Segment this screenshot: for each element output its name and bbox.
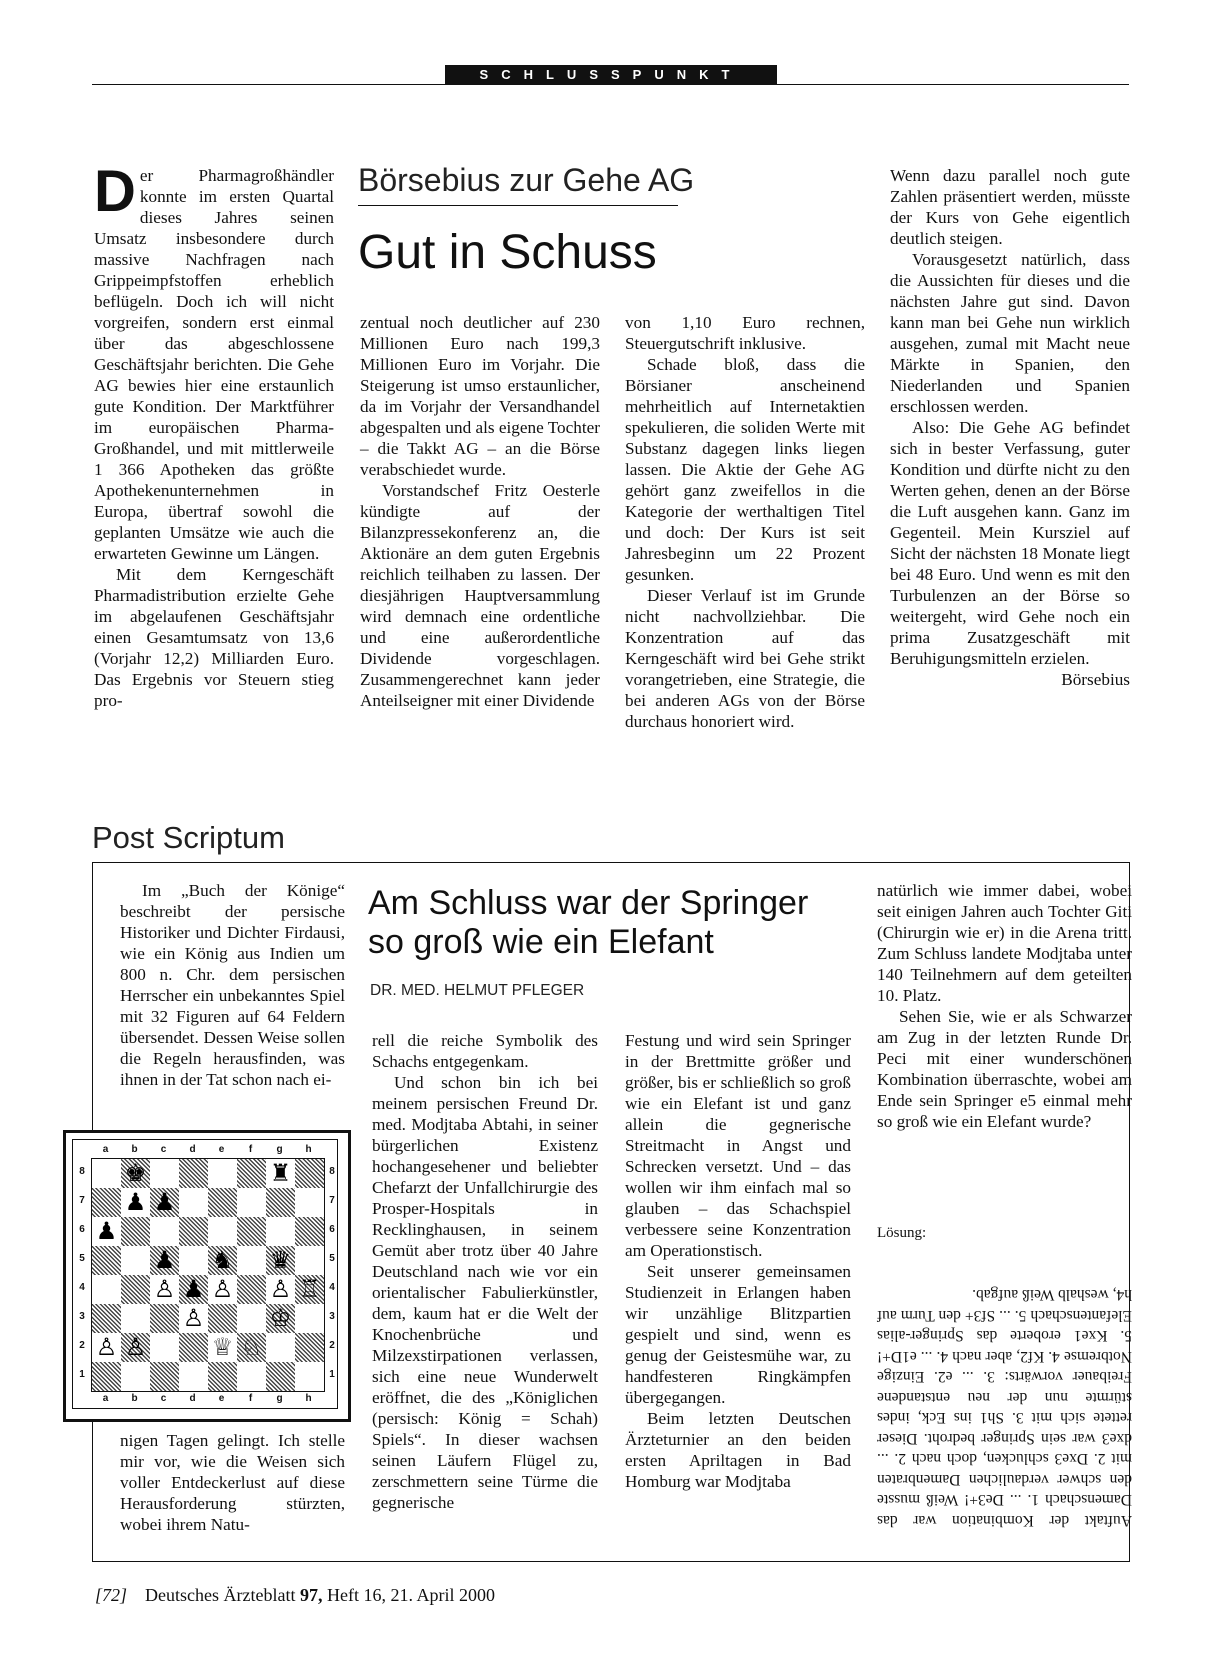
article1-col3-para2: Schade bloß, dass die Börsianer anscheinend mehrheitlich auf Internetaktien spekulieren, die soliden Werte mit Substanz dagegen links liegen lassen. Die Aktie der Gehe AG gehört ganz zweifellos in die Kategorie der werthaltigen Titel und doch: Der Kurs ist seit Jahresbeginn um 22 Prozent gesunken.: [625, 355, 865, 584]
rank-label: 1: [79, 1368, 85, 1380]
chess-piece: ♞: [211, 1246, 234, 1274]
solution-label: Lösung:: [877, 1225, 927, 1241]
board-square: [295, 1217, 324, 1246]
chess-piece: ♙: [153, 1275, 176, 1303]
file-label: a: [102, 1144, 109, 1155]
article1-column-2: [360, 312, 600, 711]
chess-piece: ♛: [269, 1246, 292, 1274]
board-square: [92, 1304, 121, 1333]
board-square: [237, 1159, 266, 1188]
rank-label: 5: [329, 1252, 335, 1264]
board-square: [295, 1188, 324, 1217]
solution-text: Auftakt der Kombination war das Damenschach 1. ... De3+! Weiß musste den schwer verdaulichen Damenbraten mit 2. Dxe3 schlucken, doch nach 2. ... dxe3 war sein Springer bedroht. Dieser rettete sich mit 3. Sh1 ins Eck, indes stürmte nun der neu entstandene Freibauer vorwärts: 3. ... e2. Einzige Notbremse 4. Kf2, aber nach 4. ... e1D+! 5. Kxe1 eroberte das Springer-alias Elefantenschach 5. ... Sf3+ den Turm auf h4, weshalb Weiß aufgab.: [877, 1286, 1132, 1529]
board-square: [121, 1217, 150, 1246]
board-square: [150, 1217, 179, 1246]
article2-col2-para1: rell die reiche Symbolik des Schachs entgegenkam.: [372, 1031, 598, 1071]
file-label: a: [102, 1393, 109, 1404]
board-square: [92, 1246, 121, 1275]
file-label: f: [248, 1393, 253, 1404]
chess-diagram: [63, 1130, 351, 1422]
rank-label: 4: [79, 1281, 85, 1293]
board-square: [237, 1275, 266, 1304]
journal-name: Deutsches Ärzteblatt: [145, 1585, 296, 1605]
rank-label: 7: [79, 1194, 85, 1206]
rank-label: 7: [329, 1194, 335, 1206]
article2-title-line2: so groß wie ein Elefant: [368, 923, 714, 961]
article1-col1-para2: Mit dem Kerngeschäft Pharmadistribution erzielte Gehe im abgelaufenen Geschäftsjahr einen Gesamtumsatz von 13,6 (Vorjahr 12,2) Milliarden Euro. Das Ergebnis vor Steuern stieg pro-: [94, 565, 334, 710]
article2-col3-para1: Festung und wird sein Springer in der Brettmitte größer und größer, bis er schließlich so groß wie ein Elefant ist und ganz allein die gegnerische Streitmacht in Angst und Schrecken versetzt. Und – das wollen wir ihm einfach mal so glauben – das Schachspiel verbessere seine Konzentration am Operationstisch.: [625, 1031, 851, 1260]
chess-piece: ♟: [124, 1188, 147, 1216]
article2-col4-para2: Sehen Sie, wie er als Schwarzer am Zug in der letzten Runde Dr. Peci mit einer wunderschönen Kombination überraschte, wobei am Ende sein Springer e5 einmal mehr so groß wie ein Elefant wurde?: [877, 1007, 1132, 1131]
article2-column-1-top: Im „Buch der Könige“ beschreibt der persische Historiker und Dichter Firdausi, wie ein König aus Indien um 800 n. Chr. dem persischen Herrscher ein unbekanntes Spiel mit 32 Figuren auf 64 Feldern übersendet. Dessen Weise sollen die Regeln herausfinden, was ihnen in der Tat schon nach ei-: [120, 881, 345, 1089]
chess-piece: ♙: [211, 1275, 234, 1303]
board-square: [295, 1159, 324, 1188]
chess-piece: ♙: [182, 1304, 205, 1332]
board-square: [295, 1362, 324, 1391]
article1-column-3: [625, 312, 865, 732]
file-label: f: [248, 1144, 253, 1155]
rank-label: 2: [329, 1339, 335, 1351]
board-square: [150, 1362, 179, 1391]
board-square: [121, 1304, 150, 1333]
post-scriptum-label: Post Scriptum: [92, 820, 285, 855]
author-signature: Börsebius: [1061, 670, 1130, 689]
board-square: [121, 1275, 150, 1304]
chess-piece: ♟: [153, 1188, 176, 1216]
article2-col2-para2: Und schon bin ich bei meinem persischen Freund Dr. med. Modjtaba Abtahi, in seiner bürgerlichen Existenz hochangesehener und beliebter Chefarzt der Unfallchirurgie des Prosper-Hospitals in Recklinghausen, in seinem Gemüt aber trotz über 40 Jahre Deutschland nach wie vor ein orientalischer Fabulierkünstler, dem, kaum hat er die Welt der Knochenbrüche und Milzexstirpationen verlassen, sich eine neue Wunderwelt eröffnet, die des „Königlichen (persisch: König = Schah) Spiels“. In dieser wachsen seinen Läufern Flügel zu, zerschmettern seine Türme die gegnerische: [372, 1073, 598, 1512]
board-square: [92, 1275, 121, 1304]
board-square: [179, 1246, 208, 1275]
rank-label: 4: [329, 1281, 335, 1293]
board-square: [266, 1333, 295, 1362]
rank-label: 3: [79, 1310, 85, 1322]
file-label: d: [189, 1144, 196, 1155]
rank-label: 5: [79, 1252, 85, 1264]
page-number: [72]: [95, 1585, 128, 1605]
page-footer: [95, 1585, 495, 1606]
board-square: [150, 1333, 179, 1362]
file-label: d: [189, 1393, 196, 1404]
board-square: [179, 1159, 208, 1188]
rank-label: 2: [79, 1339, 85, 1351]
rank-label: 8: [79, 1165, 85, 1177]
volume-number: 97,: [299, 1585, 323, 1605]
article2-column-1-bottom: nigen Tagen gelingt. Ich stelle mir vor, wie die Weisen sich voller Entdeckerlust auf diese Herausforderung stürzten, wobei ihrem Natu-: [120, 1431, 345, 1534]
article2-col3-para2: Seit unserer gemeinsamen Studienzeit in Erlangen haben wir unzählige Blitzpartien gespielt und sind, wenn es genug der Geistesmühe war, zu handfesteren Ringkämpfen übergegangen.: [625, 1262, 851, 1407]
article1-col4-para1: Wenn dazu parallel noch gute Zahlen präsentiert werden, müsste der Kurs von Gehe eigentlich deutlich steigen.: [890, 166, 1130, 248]
chess-board: [91, 1158, 325, 1392]
article2-column-2: [372, 1030, 598, 1513]
section-kicker: SCHLUSSPUNKT: [445, 65, 777, 85]
article1-col3-para1: von 1,10 Euro rechnen, Steuergutschrift inklusive.: [625, 313, 865, 353]
chess-piece: ♙: [124, 1333, 147, 1361]
article1-col4-para2: Vorausgesetzt natürlich, dass die Aussichten für dieses und die nächsten Jahre gut sind. Davon kann man bei Gehe nun wirklich ausgehen, zumal mit Macht neue Märkte in Spanien, den Niederlanden und Spanien erschlossen werden.: [890, 250, 1130, 416]
board-square: [208, 1362, 237, 1391]
file-label: e: [218, 1393, 225, 1404]
board-square: [150, 1304, 179, 1333]
board-square: [266, 1362, 295, 1391]
chess-piece: ♔: [269, 1304, 292, 1332]
chess-piece: ♙: [95, 1333, 118, 1361]
board-square: [179, 1217, 208, 1246]
article2-column-3: [625, 1030, 851, 1492]
board-square: [208, 1159, 237, 1188]
article1-title: Gut in Schuss: [358, 226, 657, 279]
board-square: [266, 1188, 295, 1217]
article1-column-1: [94, 159, 334, 711]
file-label: g: [276, 1393, 283, 1404]
chess-piece: ♕: [211, 1333, 234, 1361]
file-label: c: [160, 1393, 167, 1404]
article2-byline: DR. MED. HELMUT PFLEGER: [370, 982, 585, 999]
article1-col2-para2: Vorstandschef Fritz Oesterle kündigte auf der Bilanzpressekonferenz an, die Aktionäre an dem guten Ergebnis reichlich teilhaben zu lassen. Der diesjährigen Hauptversammlung wird demnach eine ordentliche und eine außerordentliche Dividende vorgeschlagen. Zusammengerechnet kann jeder Anteilseigner mit einer Dividende: [360, 481, 600, 710]
rank-label: 8: [329, 1165, 335, 1177]
article1-col4-para3: Also: Die Gehe AG befindet sich in bester Verfassung, guter Kondition und dürfte nicht zu den Werten gehen, denen an der Börse die Luft ausgehen kann. Ganz im Gegenteil. Mein Kursziel auf Sicht der nächsten 18 Monate liegt bei 48 Euro. Und wenn es mit den Turbulenzen an der Börse so weitergeht, wird Gehe noch ein prima Zusatzgeschäft mit Beruhigungsmitteln erzielen.: [890, 418, 1130, 668]
board-square: [237, 1362, 266, 1391]
board-square: [92, 1188, 121, 1217]
drop-cap: D: [94, 159, 136, 224]
rank-label: 3: [329, 1310, 335, 1322]
file-label: e: [218, 1144, 225, 1155]
board-square: [92, 1159, 121, 1188]
board-square: [237, 1217, 266, 1246]
board-square: [179, 1362, 208, 1391]
article1-pretitle: Börsebius zur Gehe AG: [358, 162, 695, 198]
chess-piece: ♟: [182, 1275, 205, 1303]
article2-column-4: [877, 880, 1132, 1132]
file-label: c: [160, 1144, 167, 1155]
rank-label: 6: [79, 1223, 85, 1235]
rank-label: 1: [329, 1368, 335, 1380]
board-square: [295, 1333, 324, 1362]
board-square: [208, 1188, 237, 1217]
rank-label: 6: [329, 1223, 335, 1235]
board-square: [150, 1159, 179, 1188]
file-label: b: [131, 1393, 138, 1404]
chess-piece: ♟: [95, 1217, 118, 1245]
article2-col3-para3: Beim letzten Deutschen Ärzteturnier an den beiden ersten Apriltagen in Bad Homburg war Modjtaba: [625, 1409, 851, 1491]
board-square: [179, 1333, 208, 1362]
board-square: [266, 1217, 295, 1246]
board-square: [295, 1304, 324, 1333]
board-square: [208, 1304, 237, 1333]
article1-col2-para1: zentual noch deutlicher auf 230 Millionen Euro nach 199,3 Millionen Euro im Vorjahr. Die Steigerung ist umso erstaunlicher, da im Vorjahr der Versandhandel abgespalten und als eigene Tochter – die Takkt AG – an die Börse verabschiedet wurde.: [360, 313, 600, 479]
chess-piece: ♙: [269, 1275, 292, 1303]
chess-piece: ♟: [153, 1246, 176, 1274]
chess-piece: ♘: [240, 1333, 263, 1361]
board-square: [179, 1188, 208, 1217]
article1-col3-para3: Dieser Verlauf ist im Grunde nicht nachvollziehbar. Die Konzentration auf das Kerngeschäft wird bei Gehe strikt vorangetrieben, eine Strategie, die bei anderen AGs von der Börse durchaus honoriert wird.: [625, 586, 865, 731]
article1-col1-para1: er Pharmagroßhändler konnte im ersten Quartal dieses Jahres seinen Umsatz insbesondere durch massive Nachfragen nach Grippeimpfstoffen erheblich beflügeln. Doch ich will nicht vorgreifen, sondern erst einmal über das abgeschlossene Geschäftsjahr berichten. Die Gehe AG bewies hier eine erstaunlich gute Kondition. Der Marktführer im europäischen Pharma-Großhandel, und mit mittlerweile 1 366 Apotheken das größte Apothekenunternehmen in Europa, übertraf sowohl die geplanten Umsätze wie auch die erwarteten Gewinne um Längen.: [94, 166, 334, 563]
issue-info: Heft 16, 21. April 2000: [326, 1585, 495, 1605]
board-square: [295, 1246, 324, 1275]
board-square: [237, 1246, 266, 1275]
chess-piece: ♖: [298, 1275, 321, 1303]
board-square: [92, 1362, 121, 1391]
board-square: [237, 1188, 266, 1217]
article2-col4-para1: natürlich wie immer dabei, wobei seit einigen Jahren auch Tochter Giti (Chirurgin wie er) in die Arena tritt. Zum Schluss landete Modjtaba unter 140 Teilnehmern auf dem geteilten 10. Platz.: [877, 881, 1132, 1005]
board-square: [121, 1246, 150, 1275]
chess-piece: ♚: [124, 1159, 147, 1187]
file-label: g: [276, 1144, 283, 1155]
board-square: [237, 1304, 266, 1333]
article2-title-line1: Am Schluss war der Springer: [368, 884, 809, 922]
board-square: [208, 1217, 237, 1246]
chess-piece: ♜: [269, 1159, 292, 1187]
article1-column-4: [890, 165, 1130, 690]
solution-text-upside-down: [877, 1250, 1132, 1530]
file-label: h: [305, 1393, 312, 1404]
file-label: h: [305, 1144, 312, 1155]
pretitle-underline: [358, 205, 678, 206]
file-label: b: [131, 1144, 138, 1155]
board-square: [121, 1362, 150, 1391]
